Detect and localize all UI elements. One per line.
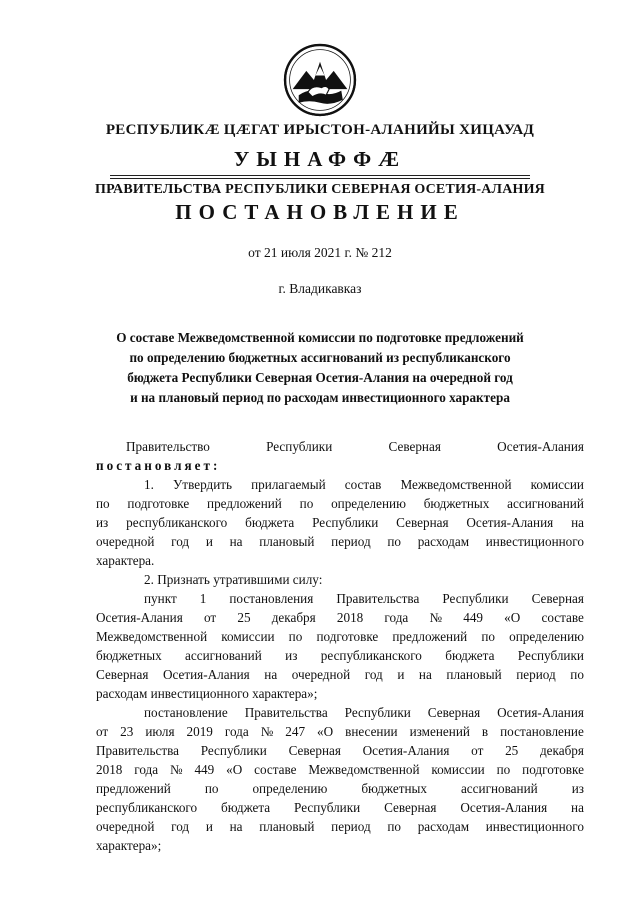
line-text: Правительства Республики Северная Осетия-Алания от 25 декабря <box>96 743 584 758</box>
government-title: ПРАВИТЕЛЬСТВА РЕСПУБЛИКИ СЕВЕРНАЯ ОСЕТИЯ-АЛАНИЯ <box>94 182 545 197</box>
city: г. Владикавказ <box>278 281 362 296</box>
line-text: от 23 июля 2019 года № 247 «О внесении изменений в постановление <box>96 724 584 739</box>
paragraph-line <box>96 779 584 798</box>
document-subject <box>60 328 580 408</box>
paragraph-line <box>96 589 584 608</box>
intro-word: Правительство <box>126 439 210 454</box>
line-text: бюджетных ассигнований из республиканского бюджета Республики <box>96 648 584 663</box>
paragraph-line <box>96 684 584 703</box>
line-text: Северная Осетия-Алания на очередной год и на плановый период по <box>96 667 584 682</box>
line-text: 1. Утвердить прилагаемый состав Межведомственной комиссии <box>144 477 584 492</box>
subject-line: О составе Межведомственной комиссии по подготовке предложений <box>116 330 524 345</box>
line-text: по подготовке предложений по определению бюджетных ассигнований <box>96 496 584 511</box>
intro-word: Северная <box>388 439 441 454</box>
paragraph-line <box>96 627 584 646</box>
coat-of-arms-emblem <box>282 42 358 118</box>
paragraph-line <box>96 608 584 627</box>
paragraph-line <box>96 817 584 836</box>
dateline: от 21 июля 2021 г. № 212 <box>248 245 392 260</box>
line-text: характера»; <box>96 838 162 853</box>
line-text: Межведомственной комиссии по подготовке предложений по определению <box>96 629 584 644</box>
line-text: характера. <box>96 553 155 568</box>
paragraph-line <box>96 760 584 779</box>
line-text: предложений по определению бюджетных ассигнований из <box>96 781 584 796</box>
line-text: 2018 года № 449 «О составе Межведомственной комиссии по подготовке <box>96 762 584 777</box>
doc-type-title: ПОСТАНОВЛЕНИЕ <box>175 200 465 224</box>
document-body <box>96 437 584 855</box>
line-text: расходам инвестиционного характера»; <box>96 686 318 701</box>
postanovlyaet-line <box>96 456 584 475</box>
subject-line: и на плановый период по расходам инвестиционного характера <box>130 390 510 405</box>
intro-word: Осетия-Алания <box>497 439 584 454</box>
line-text: Осетия-Алания от 25 декабря 2018 года № 449 «О составе <box>96 610 584 625</box>
ossetian-title: РЕСПУБЛИКӔ ЦӔГАТ ИРЫСТОН-АЛАНИЙЫ ХИЦАУАД <box>105 122 535 138</box>
paragraph-line <box>96 513 584 532</box>
paragraph-line <box>96 475 584 494</box>
line-text: очередной год и на плановый период по расходам инвестиционного <box>96 534 584 549</box>
intro-word: Республики <box>266 439 333 454</box>
header-divider-top <box>110 175 530 176</box>
paragraph-line <box>96 836 584 855</box>
paragraph-line <box>96 703 584 722</box>
postanovlyaet-word: постановляет: <box>96 458 221 473</box>
paragraph-line <box>96 646 584 665</box>
line-text: 2. Признать утратившими силу: <box>144 572 323 587</box>
paragraph-line <box>96 494 584 513</box>
line-text: из республиканского бюджета Республики Северная Осетия-Алания на <box>96 515 584 530</box>
line-text: очередной год и на плановый период по расходам инвестиционного <box>96 819 584 834</box>
paragraph-line <box>96 551 584 570</box>
line-text: постановление Правительства Республики Северная Осетия-Алания <box>144 705 584 720</box>
header-divider-bottom <box>110 178 530 179</box>
intro-line <box>96 437 584 456</box>
paragraph-line <box>96 532 584 551</box>
paragraph-line <box>96 570 584 589</box>
line-text: республиканского бюджета Республики Северная Осетия-Алания на <box>96 800 584 815</box>
line-text: пункт 1 постановления Правительства Республики Северная <box>144 591 584 606</box>
paragraph-line <box>96 798 584 817</box>
paragraph-line <box>96 665 584 684</box>
subject-line: по определению бюджетных ассигнований из республиканского <box>129 350 511 365</box>
paragraph-line <box>96 741 584 760</box>
paragraph-line <box>96 722 584 741</box>
subject-line: бюджета Республики Северная Осетия-Алания на очередной год <box>127 370 513 385</box>
ossetian-doc-type: УЫНАФФӔ <box>233 147 407 171</box>
